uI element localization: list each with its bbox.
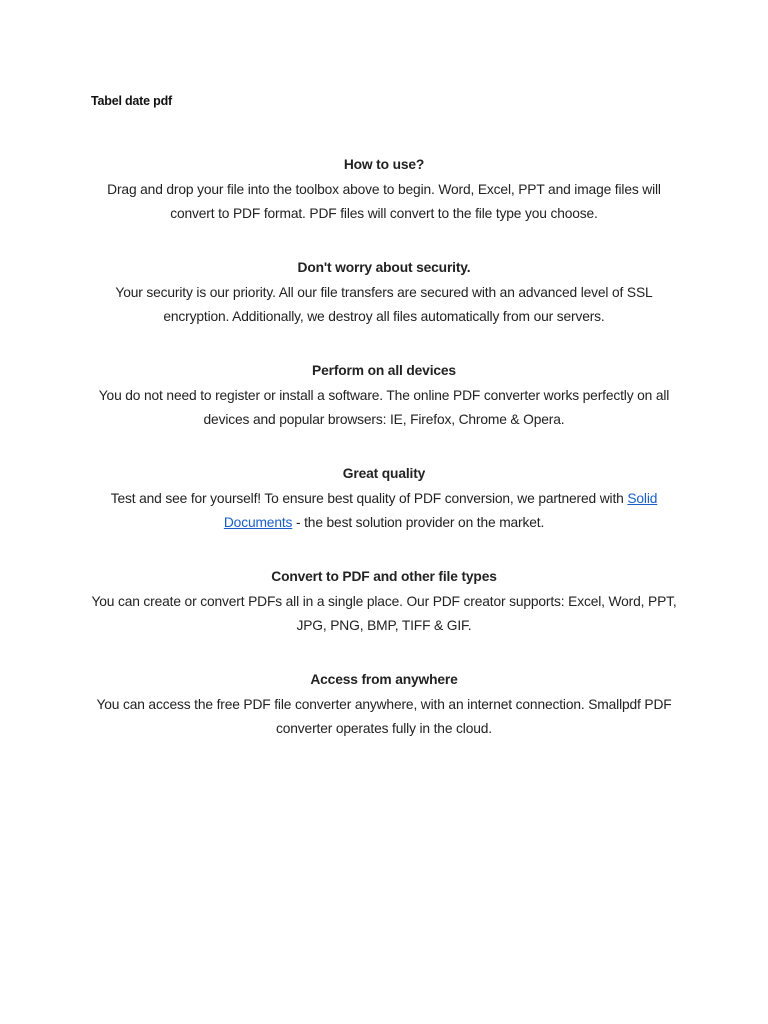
section-security [90,258,678,328]
section-body: Your security is our priority. All our file transfers are secured with an advanced level of SSL encryption. Additionally, we destroy all files automatically from our servers. [115,285,653,324]
section-heading: Access from anywhere [310,672,458,687]
document-title: Tabel date pdf [91,94,173,108]
section-body-text-after-link: - the best solution provider on the market. [292,514,545,530]
section-heading: Don't worry about security. [297,260,471,275]
section-body: You can create or convert PDFs all in a single place. Our PDF creator supports: Excel, Word, PPT, JPG, PNG, BMP, TIFF & GIF. [91,594,677,633]
section-body: Drag and drop your file into the toolbox above to begin. Word, Excel, PPT and image files will convert to PDF format. PDF files will convert to the file type you choose. [107,182,661,221]
section-heading: How to use? [343,157,425,172]
feature-sections [90,155,678,773]
section-body [90,487,678,534]
section-how-to-use [90,155,678,225]
section-access-anywhere [90,670,678,740]
section-great-quality [90,464,678,534]
section-body: You do not need to register or install a software. The online PDF converter works perfectly on all devices and popular browsers: IE, Firefox, Chrome & Opera. [98,388,670,427]
section-heading: Great quality [342,466,426,481]
solid-documents-link[interactable]: Solid Documents [223,491,658,530]
section-body: You can access the free PDF file converter anywhere, with an internet connection. Smallpdf PDF converter operates fully in the cloud. [96,697,672,736]
section-body-text-before-link: Test and see for yourself! To ensure best quality of PDF conversion, we partnered with [110,491,628,506]
section-heading: Perform on all devices [312,363,456,378]
section-convert-file-types [90,567,678,637]
section-heading: Convert to PDF and other file types [271,569,497,584]
section-all-devices [90,361,678,431]
